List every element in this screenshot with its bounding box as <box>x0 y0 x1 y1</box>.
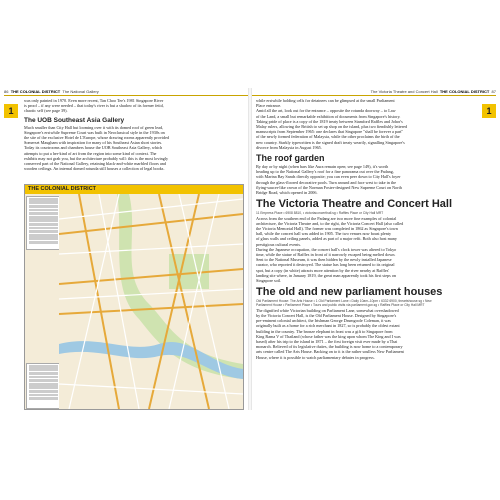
victoria-paragraph <box>256 216 474 284</box>
text-line: divorce from Malaysia in August 1965. <box>256 144 322 150</box>
left-page <box>4 88 248 410</box>
text-line: Today its courtrooms and chambers house the UOB Southeast Asia Gallery, which <box>24 145 163 151</box>
left-page-number: 86 <box>4 89 9 94</box>
text-line: Much smaller than City Hall but looming over it with its domed roof of green lead, <box>24 124 164 130</box>
text-line: attempts to put a her-kind of art from the region into some kind of context. The <box>24 150 157 156</box>
text-line: based) after his trip to the island in 1871 – the first foreign visit ever made by a Thai <box>256 339 398 344</box>
right-page-number: 87 <box>491 89 496 94</box>
text-line: King Rama V of Thailand (whose father was the king upon whom The King and I was <box>256 333 401 339</box>
text-line: arts centre called The Arts House. Backing on to it is the rather soulless New Parliament <box>256 349 404 355</box>
text-line: landing site where, in January 1819, the great man apparently took his first steps on <box>256 272 397 278</box>
chapter-tab-right: 1 <box>482 104 496 118</box>
victoria-info-line: 11 Empress Place • 6908 8810, • victoriaconcerthall.sg • Raffles Place or City Hall MRT <box>256 211 384 216</box>
uob-gallery-heading: The UOB Southeast Asia Gallery <box>24 116 125 124</box>
book-spread <box>4 88 496 410</box>
right-subsection: The Victoria Theatre and Concert Hall <box>370 89 438 94</box>
text-line: House, where it is possible to watch parliamentary debates in progress. <box>256 354 375 360</box>
parliament-heading: The old and new parliament houses <box>256 286 443 299</box>
text-line: time, while the statue of Raffles in front of it narrowly escaped being melted down. <box>256 251 396 257</box>
info-line: Parliament House • Parliament Place • Tours and public visits via parliament.gov.sg • Raffles Place or City Hall MRT <box>256 303 425 308</box>
left-text-column <box>24 98 242 171</box>
text-line: heading up to the National Gallery's roof for a fine panorama out over the Padang, <box>256 169 394 175</box>
text-line: hall, while the concert hall was added in 1905. The two venues now boast plenty <box>256 231 392 237</box>
law-of-land-paragraph <box>256 98 474 150</box>
text-line: chaotic self (see page 39). <box>24 108 68 114</box>
text-line: the site of the exclusive Hotel de L'Europe, whose drawing rooms apparently provided <box>24 135 170 141</box>
colonial-district-map <box>24 184 244 410</box>
text-line: through the glass-floored decorative pools. Turn around and face west to take in the <box>256 179 397 185</box>
roof-garden-heading: The roof garden <box>256 153 325 164</box>
text-line: monarch. Relieved of its legislative duties, the building is now home to a contemporary <box>256 344 403 350</box>
text-line: Singapore's erstwhile Supreme Court was built in Neoclassical style in the 1930s on <box>24 129 165 135</box>
text-line: prestigious cultural events. <box>256 241 302 247</box>
left-section: THE COLONIAL DISTRICT <box>10 89 61 94</box>
text-line: the Victoria Memorial Hall). The former was completed in 1862 as Singapore's town <box>256 225 398 231</box>
text-line: by the Victoria Concert Hall, is the Old Parliament House. Designed by Singapore's <box>256 312 397 318</box>
left-intro-lines <box>24 98 242 114</box>
text-line: Taking pride of place is a copy of the 1819 treaty between Stamford Raffles and Johor's <box>256 118 403 124</box>
text-line: originally built as a home for a rich merchant in 1827, so is probably the oldest extant <box>256 323 400 329</box>
text-line: Sent to the National Museum, it was then hidden by the newly installed Japanese <box>256 257 392 263</box>
text-line: while erstwhile holding cells for detainees can be glimpsed at the small Parliament <box>256 98 395 103</box>
uob-gallery-paragraph <box>24 125 242 172</box>
text-line: of the Land, a small but remarkable exhibition of documents from Singapore's history. <box>256 113 401 119</box>
text-line: Somerset Maugham with inspiration for many of his Southeast Asian short stories. <box>24 140 163 146</box>
text-line: with Marina Bay Sands directly opposite; you can even peer down to City Hall's foyer <box>256 174 401 180</box>
text-line: of the newly formed federation of Malaysia, while the other proclaims the birth of the <box>256 134 400 140</box>
text-line: Amid all the art, look out for the entrance – opposite the rotunda doorway – to Law <box>256 108 396 114</box>
right-running-head <box>252 88 496 96</box>
right-text-column <box>256 98 474 360</box>
right-section: THE COLONIAL DISTRICT <box>439 89 490 94</box>
text-line: new country. Starkly typewritten is the signed draft treaty wearily, signalling Singapore's <box>256 139 405 145</box>
text-line: manuscripts from September 1965: one declares that Singapore "shall be forever a part" <box>256 129 404 135</box>
roof-garden-paragraph <box>256 164 474 195</box>
parliament-paragraph <box>256 308 474 360</box>
map-legend-top <box>26 196 61 250</box>
text-line: wooden ceilings. An internal domed rotunda still houses a collection of legal books. <box>24 166 165 172</box>
text-line: Singapore soil. <box>256 277 282 283</box>
text-line: pre-eminent colonial architect, the Irishman George Drumgoole Coleman, it was <box>256 318 391 324</box>
text-line: conserved part of the National Gallery, retaining black-and-white marbled floors and <box>24 161 166 167</box>
text-line: spot, but a copy (in white) attracts more attention by the river nearby at Raffles' <box>256 267 390 273</box>
left-running-head <box>4 88 248 96</box>
info-line: Old Parliament House: The Arts House • 1 Old Parliament Lane • Daily 10am–10pm • 6332 6900, theartshouse.sg • New <box>256 299 432 304</box>
victoria-theatre-heading: The Victoria Theatre and Concert Hall <box>256 198 453 211</box>
map-title: THE COLONIAL DISTRICT <box>25 185 243 194</box>
text-line: is proof – if any were needed – that today's river is but a shadow of its former fetid, <box>24 103 164 109</box>
right-page <box>252 88 496 410</box>
chapter-tab-left: 1 <box>4 104 18 118</box>
text-line: Bridge Road, which opened in 2006. <box>256 190 318 196</box>
text-line: curator, who reported it destroyed. The statue has long been returned to its original <box>256 262 395 268</box>
text-line: Place entrance. <box>256 103 282 109</box>
map-drawing <box>59 194 243 409</box>
map-legend-bottom <box>26 363 61 409</box>
text-line: Across from the southern end of the Padang are two more fine examples of colonial <box>256 215 397 221</box>
text-line: By day or by night (when bars like Aura remain open; see page 149), it's worth <box>256 164 389 170</box>
text-line: flying-saucer-like crown of the Norman Foster-designed New Supreme Court on North <box>256 184 402 190</box>
text-line: was only painted in 1970. Even more recent, Tan Choo Tee's 1981 Singapore River <box>24 98 164 103</box>
parliament-info-lines <box>256 299 474 308</box>
left-subsection: The National Gallery <box>62 89 99 94</box>
text-line: During the Japanese occupation, the concert hall's clock tower was altered to Tokyo <box>256 246 397 252</box>
text-line: of glass walls and ceiling panels, added as part of a major refit. Both also host many <box>256 236 397 242</box>
text-line: Malay rulers, allowing the British to set up shop on the island, plus two fiendishly lettered <box>256 124 408 130</box>
text-line: building in the country. The bronze elephant in front was a gift to Singapore from <box>256 328 393 334</box>
text-line: architecture, the Victoria Theatre and, to the right, the Victoria Concert Hall (also called <box>256 220 404 226</box>
text-line: exhibits may not grab you, but the architecture probably will: this is the most lovingly <box>24 155 169 161</box>
text-line: The dignified white Victorian building on Parliament Lane, somewhat overshadowed <box>256 307 399 313</box>
